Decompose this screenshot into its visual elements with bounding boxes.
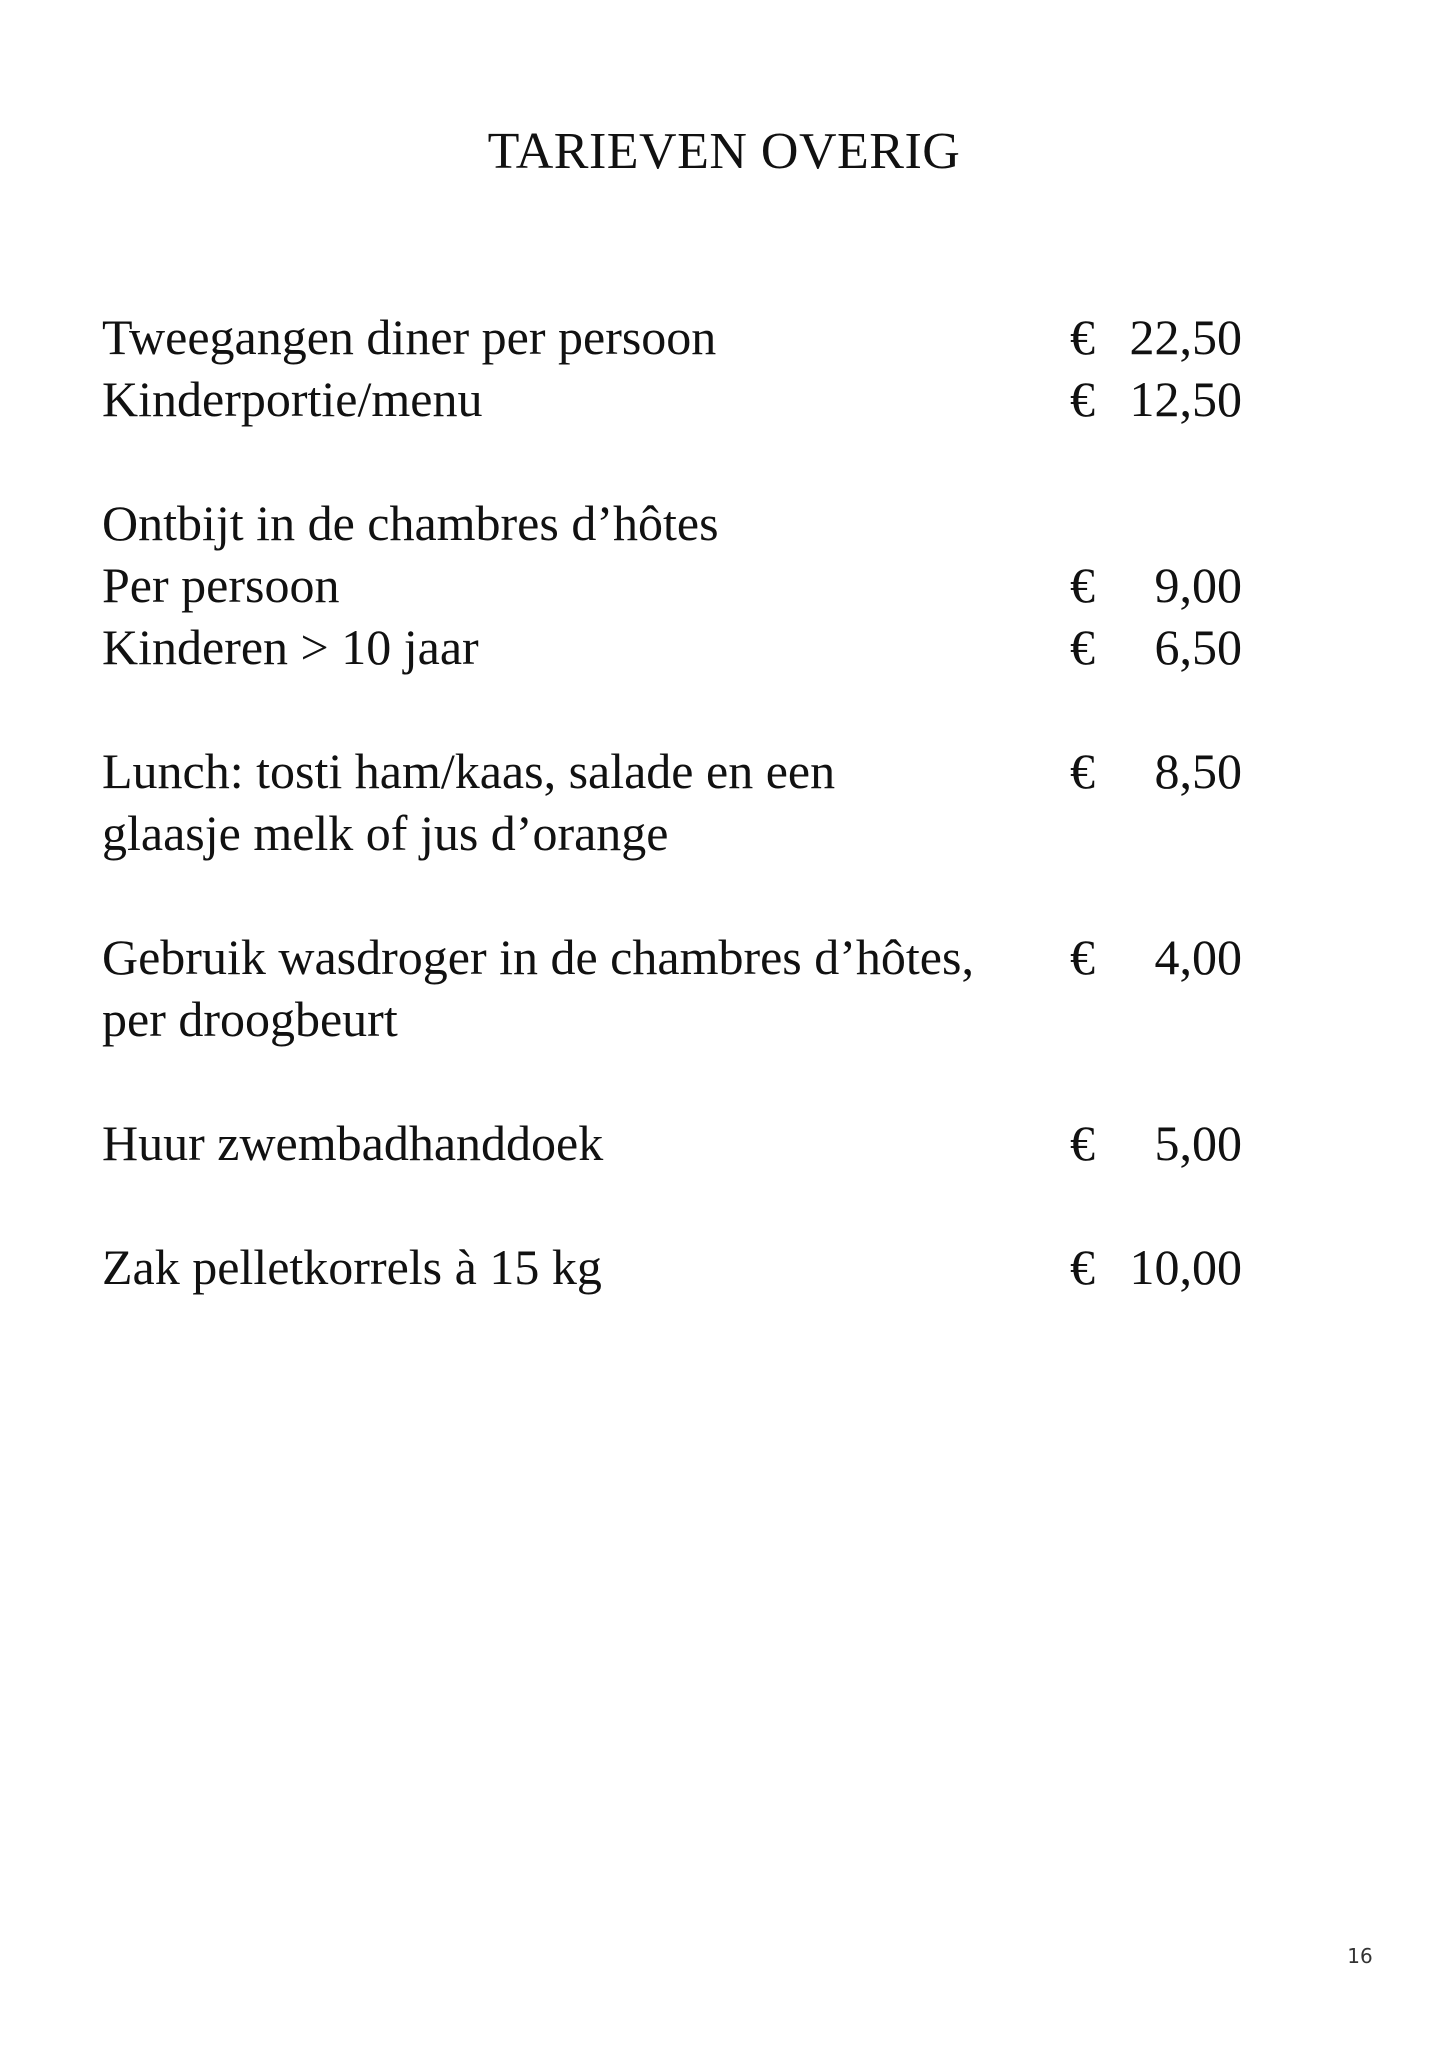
euro-symbol: €	[1070, 557, 1095, 613]
item-price	[1070, 554, 1242, 616]
item-label: glaasje melk of jus d’orange	[102, 805, 669, 861]
item-label: Tweegangen diner per persoon	[102, 309, 717, 365]
item-price	[1070, 1112, 1242, 1174]
item-label: Zak pelletkorrels à 15 kg	[102, 1239, 602, 1295]
item-price	[1070, 616, 1242, 678]
item-label: Kinderportie/menu	[102, 371, 483, 427]
price-row	[102, 1236, 1242, 1298]
price-row	[102, 740, 1242, 802]
item-amount: 5,00	[1154, 1115, 1242, 1171]
item-price	[1070, 926, 1242, 988]
continuation-row	[102, 988, 1242, 1050]
section-heading-row	[102, 492, 1242, 554]
euro-symbol: €	[1070, 1239, 1095, 1295]
item-label: Huur zwembadhanddoek	[102, 1115, 604, 1171]
item-label: per droogbeurt	[102, 991, 398, 1047]
price-row	[102, 616, 1242, 678]
item-price	[1070, 306, 1242, 368]
price-row	[102, 306, 1242, 368]
item-label: Ontbijt in de chambres d’hôtes	[102, 495, 719, 551]
item-amount: 10,00	[1129, 1239, 1242, 1295]
item-label: Gebruik wasdroger in de chambres d’hôtes,	[102, 929, 974, 985]
price-row	[102, 368, 1242, 430]
price-row	[102, 926, 1242, 988]
euro-symbol: €	[1070, 619, 1095, 675]
item-price	[1070, 368, 1242, 430]
page-number: 16	[1347, 1944, 1373, 1968]
item-label: Kinderen > 10 jaar	[102, 619, 479, 675]
item-amount: 4,00	[1154, 929, 1242, 985]
item-amount: 9,00	[1154, 557, 1242, 613]
price-row	[102, 1112, 1242, 1174]
euro-symbol: €	[1070, 1115, 1095, 1171]
euro-symbol: €	[1070, 371, 1095, 427]
item-price	[1070, 740, 1242, 802]
continuation-row	[102, 802, 1242, 864]
item-amount: 8,50	[1154, 743, 1242, 799]
item-label: Per persoon	[102, 557, 340, 613]
item-label: Lunch: tosti ham/kaas, salade en een	[102, 743, 836, 799]
price-row	[102, 554, 1242, 616]
item-amount: 22,50	[1129, 309, 1242, 365]
item-amount: 12,50	[1129, 371, 1242, 427]
page-title: TARIEVEN OVERIG	[487, 123, 961, 180]
euro-symbol: €	[1070, 743, 1095, 799]
item-amount: 6,50	[1154, 619, 1242, 675]
item-price	[1070, 1236, 1242, 1298]
euro-symbol: €	[1070, 309, 1095, 365]
euro-symbol: €	[1070, 929, 1095, 985]
